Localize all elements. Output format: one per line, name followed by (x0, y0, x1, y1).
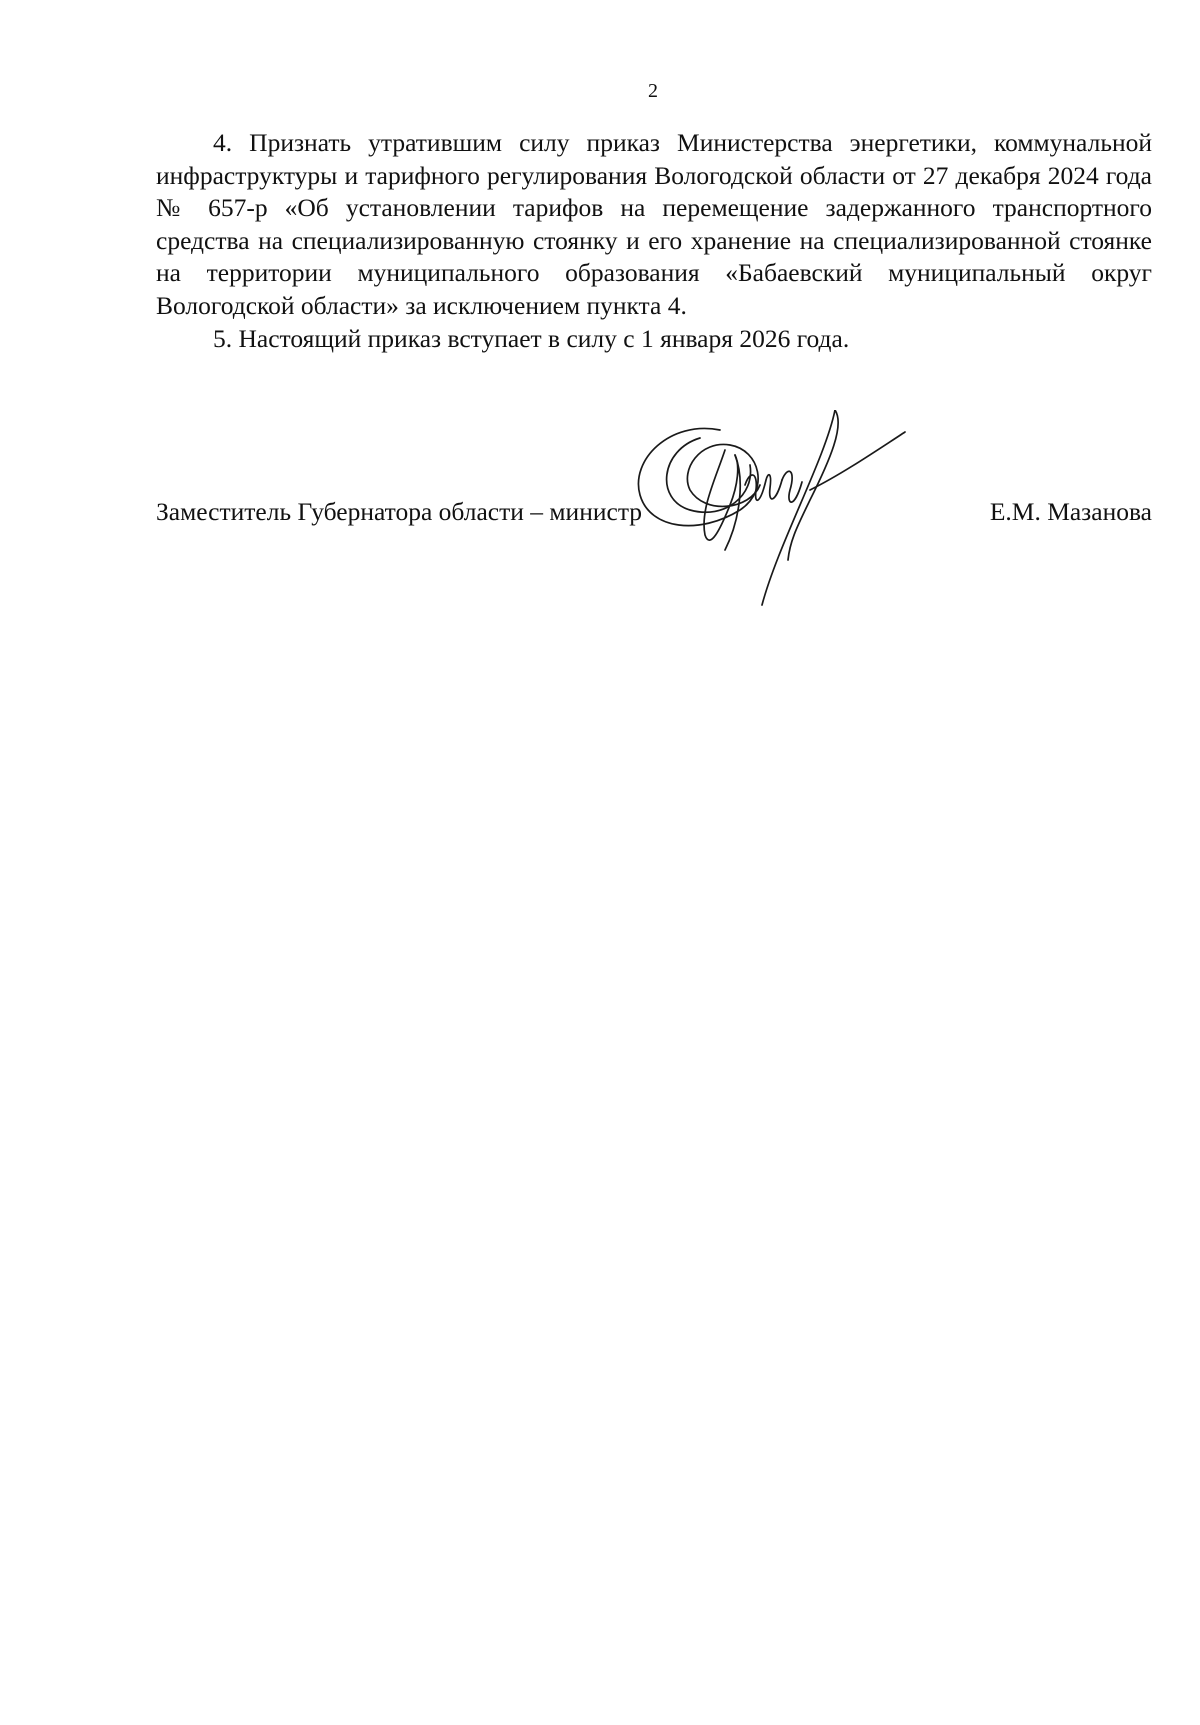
page-number: 2 (648, 80, 658, 102)
document-body (156, 127, 1152, 355)
handwritten-signature-icon (630, 410, 970, 610)
signatory-name: Е.М. Мазанова (989, 497, 1152, 526)
signatory-position: Заместитель Губернатора области – министр (156, 497, 643, 526)
paragraph-item-4: 4. Признать утратившим силу приказ Министерства энергетики, коммунальной инфраструктуры и тарифного регулирования Вологодской области от 27 декабря 2024 года № 657-р «Об установлении тарифов на перемещение задержанного транспортного средства на специализированную стоянку и его хранение на специализированной стоянке на территории муниципального образования «Бабаевский муниципальный округ Вологодской области» за исключением пункта 4. (156, 128, 1152, 320)
paragraph-item-5: 5. Настоящий приказ вступает в силу с 1 января 2026 года. (213, 323, 850, 353)
